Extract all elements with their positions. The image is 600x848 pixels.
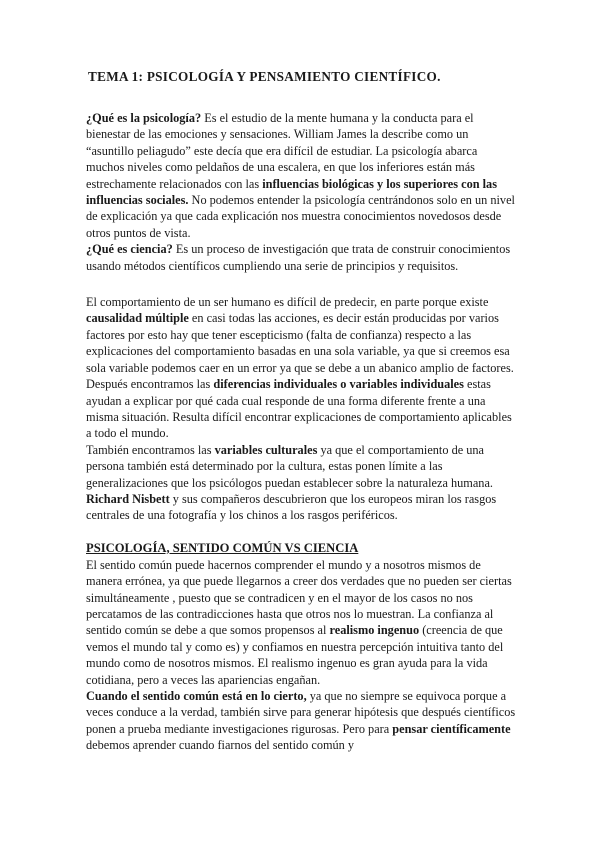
paragraph-diferencias-individuales: [86, 376, 516, 442]
bold-diferencias-individuales: diferencias individuales o variables individuales: [213, 377, 464, 392]
paragraph-sentido-comun: [86, 557, 516, 688]
text: El comportamiento de un ser humano es difícil de predecir, en parte porque existe: [86, 295, 489, 310]
text: estas ayudan a explicar por qué cada cual responde de una forma diferente frente a una misma situación. Resulta difícil encontrar explicaciones de comportamiento aplicables a todo el mundo.: [86, 377, 512, 441]
text: Después encontramos las: [86, 377, 214, 392]
text: El sentido común puede hacernos comprender el mundo y a nosotros mismos de manera errónea, ya que puede llegarnos a creer dos verdades que no pueden ser ciertas simultáneamente , puesto que se contradicen y en el mayor de los casos no nos percatamos de las contradicciones hasta que otros nos lo muestran. La confianza al sentido común se debe a que somos propensos al: [86, 557, 512, 638]
text: ya que el comportamiento de una persona también está determinado por la cultura, estas ponen límite a las generalizaciones que los psicólogos puedan establecer sobre la naturaleza humana.: [86, 442, 493, 490]
text: Es el estudio de la mente humana y la conducta para el bienestar de las emociones y sensaciones. William James la describe como un “asuntillo peliagudo” este decía que era difícil de estudiar. La psicología abarca muchos niveles como peldaños de una escalera, en que los inferiores están más estrechamente relacionados con las: [86, 111, 478, 191]
bold-pensar-cientificamente: pensar científicamente: [392, 721, 511, 736]
document-title: TEMA 1: PSICOLOGÍA Y PENSAMIENTO CIENTÍFICO.: [88, 69, 441, 84]
question-psicologia: ¿Qué es la psicología?: [86, 111, 202, 125]
bold-cuando-sentido-comun: Cuando el sentido común está en lo cierto,: [86, 689, 307, 703]
paragraph-causalidad: [86, 294, 516, 376]
section-title: PSICOLOGÍA, SENTIDO COMÚN VS CIENCIA: [86, 540, 359, 555]
bold-realismo-ingenuo: realismo ingenuo: [329, 623, 420, 638]
text: y sus compañeros descubrieron que los europeos miran los rasgos centrales de una fotografía y los chinos a los rasgos periféricos.: [86, 491, 497, 523]
text: ya que no siempre se equivoca porque a veces conduce a la verdad, también sirve para generar hipótesis que después científicos ponen a prueba mediante investigaciones rigurosas. Pero para: [86, 689, 516, 736]
text: (creencia de que vemos el mundo tal y como es) y confiamos en nuestra percepción intuitiva tanto del mundo como de nosotros mismos. El realismo ingenuo es gran ayuda para la vida cotidiana, pero a veces las apariencias engañan.: [86, 623, 504, 687]
text: También encontramos las: [86, 442, 215, 457]
paragraph-que-es-ciencia: [86, 241, 516, 274]
text: debemos aprender cuando fiarnos del sentido común y: [86, 738, 355, 753]
paragraph-sentido-comun-cierto: [86, 688, 516, 754]
question-ciencia: ¿Qué es ciencia?: [86, 242, 173, 257]
text: No podemos entender la psicología centrándonos solo en un nivel de explicación ya que cada explicación nos muestra conocimientos novedosos desde otros puntos de vista.: [86, 193, 515, 240]
paragraph-que-es-psicologia: [86, 110, 516, 241]
bold-causalidad-multiple: causalidad múltiple: [86, 311, 189, 326]
bold-influencias: influencias biológicas y los superiores con las influencias sociales.: [86, 176, 497, 208]
bold-richard-nisbett: Richard Nisbett: [86, 491, 170, 506]
paragraph-variables-culturales: [86, 442, 516, 524]
text: Es un proceso de investigación que trata de construir conocimientos usando métodos científicos cumpliendo una serie de principios y requisitos.: [86, 242, 511, 273]
bold-variables-culturales: variables culturales: [214, 442, 318, 457]
text: en casi todas las acciones, es decir están producidas por varios factores por esto hay que tener escepticismo (falta de confianza) respecto a las explicaciones del comportamiento basadas en una sola variable, ya que si creemos esa sola variable podemos caer en un error ya que se debe a un abanico amplio de factores.: [86, 311, 514, 375]
